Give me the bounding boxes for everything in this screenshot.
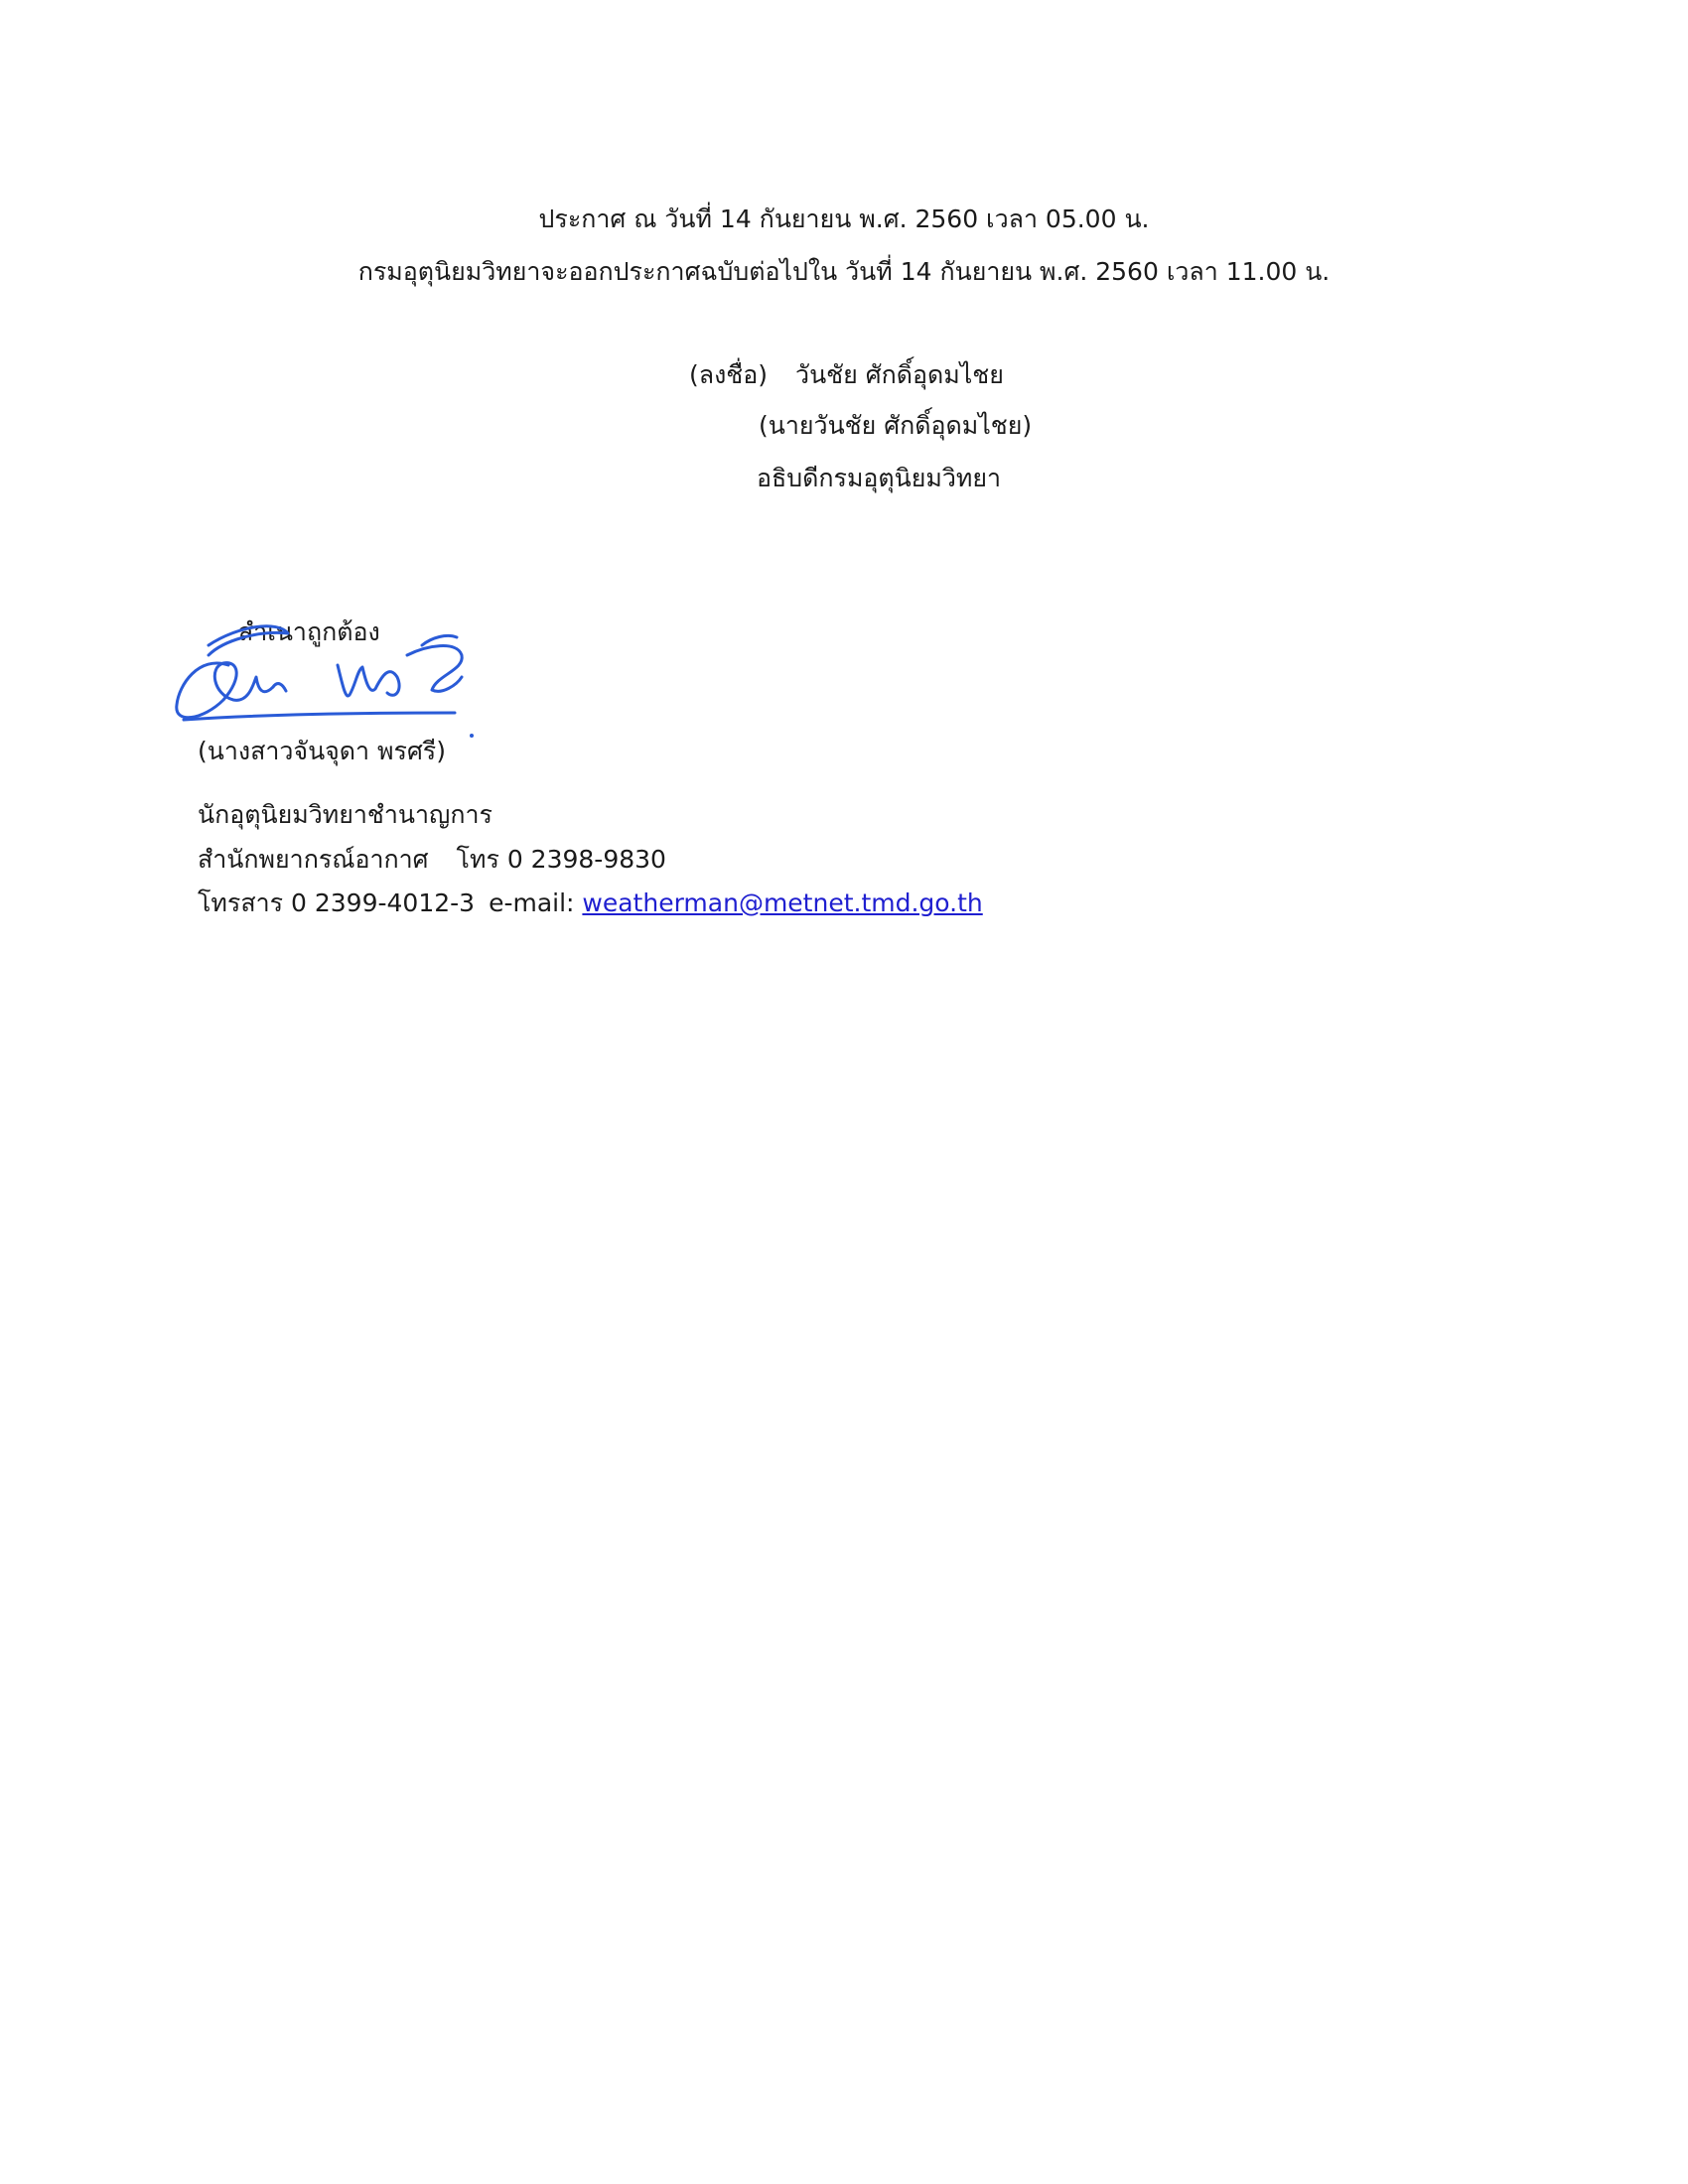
certifier-title: นักอุตุนิยมวิทยาชำนาญการ (198, 800, 492, 829)
handwritten-signature (169, 615, 477, 745)
certifier-name: (นางสาวจันจุดา พรศรี) (198, 737, 446, 765)
email-label: e-mail: (489, 888, 575, 917)
signed-block (689, 358, 1004, 392)
issued-line: ประกาศ ณ วันที่ 14 กันยายน พ.ศ. 2560 เวลา 05.00 น. (538, 205, 1150, 233)
signatory-full-name: (นายวันชัย ศักดิ์อุดมไชย) (759, 411, 1033, 440)
next-issue-line: กรมอุตุนิยมวิทยาจะออกประกาศฉบับต่อไปใน วันที่ 14 กันยายน พ.ศ. 2560 เวลา 11.00 น. (357, 257, 1331, 286)
signatory-position: อธิบดีกรมอุตุนิยมวิทยา (757, 464, 1002, 492)
office-phone-line (198, 843, 666, 877)
office-name: สำนักพยากรณ์อากาศ (198, 845, 429, 874)
email-link[interactable]: weatherman@metnet.tmd.go.th (582, 888, 983, 917)
signed-name: วันชัย ศักดิ์อุดมไชย (795, 360, 1004, 389)
signed-prefix: (ลงชื่อ) (689, 360, 769, 389)
fax-number: โทรสาร 0 2399-4012-3 (198, 888, 476, 917)
certified-copy-label: สำเนาถูกต้อง (238, 617, 380, 646)
fax-email-line (198, 887, 983, 920)
phone-number: โทร 0 2398-9830 (456, 845, 666, 874)
